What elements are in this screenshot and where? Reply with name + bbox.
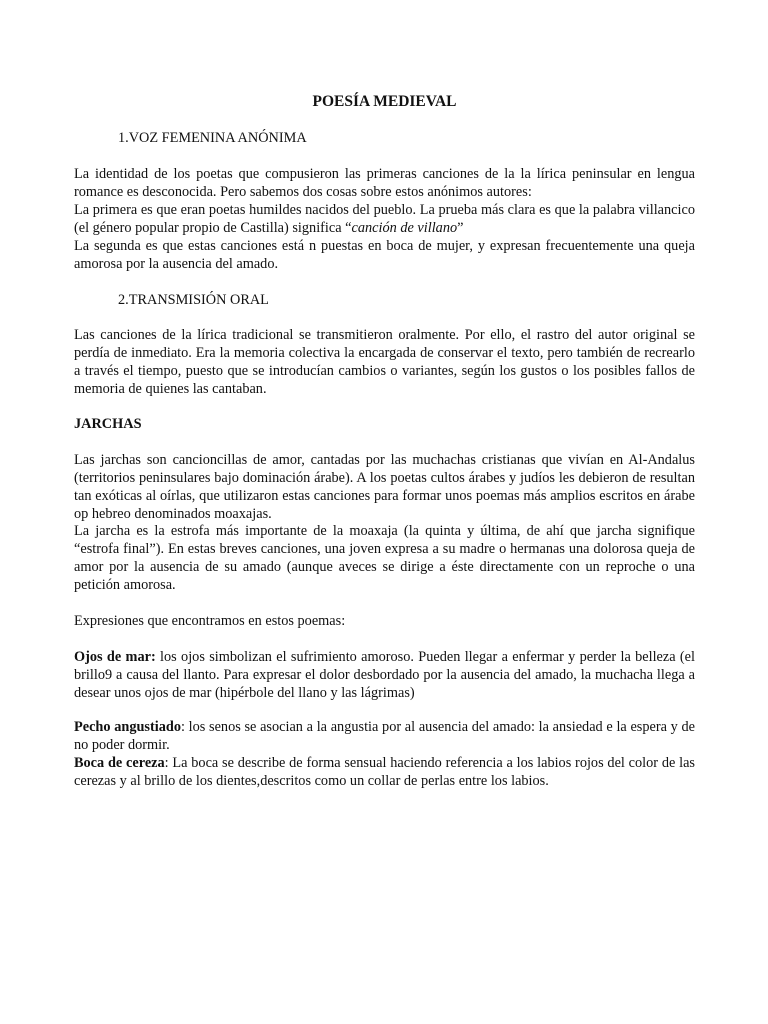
paragraph-primera-text: La primera es que eran poetas humildes nacidos del pueblo. La prueba más clara es que la palabra villancico (el género popular propio de Castilla) significa “ [74,202,695,236]
definition-boca-de-cereza: : La boca se describe de forma sensual haciendo referencia a los labios rojos del color de las cerezas y al brillo de los dientes,descritos como un collar de perlas entre los labios. [74,755,695,789]
paragraph-pecho-angustiado [74,718,695,754]
term-ojos-de-mar: Ojos de mar: [74,649,156,665]
paragraph-identidad: La identidad de los poetas que compusieron las primeras canciones de la la lírica peninsular en lengua romance es desconocida. Pero sabemos dos cosas sobre estos anónimos autores: [74,166,695,200]
paragraph-primera [74,201,695,237]
section-heading-jarchas: JARCHAS [74,416,142,432]
paragraph-boca-de-cereza [74,754,695,790]
paragraph-expresiones: Expresiones que encontramos en estos poemas: [74,613,346,629]
paragraph-jarcha-estrofa: La jarcha es la estrofa más importante de la moaxaja (la quinta y última, de ahí que jarcha signifique “estrofa final”). En estas breves canciones, una joven expresa a su madre o hermanas una dolorosa queja de amor por la ausencia de su amado (aunque aveces se dirige a éste directamente con un reproche o una petición amorosa. [74,523,695,593]
section-heading-voz-femenina: 1.VOZ FEMENINA ANÓNIMA [118,130,307,146]
document-page [74,0,695,1024]
definition-pecho-angustiado: : los senos se asocian a la angustia por al ausencia del amado: la ansiedad e la espera y de no poder dormir. [74,719,695,753]
paragraph-primera-close: ” [457,220,464,236]
paragraph-ojos-de-mar [74,648,695,702]
definition-ojos-de-mar: los ojos simbolizan el sufrimiento amoroso. Pueden llegar a enfermar y perder la belleza (el brillo9 a causa del llanto. Para expresar el dolor desbordado por la ausencia del amado, la muchacha llega a desear unos ojos de mar (hipérbole del llano y las lágrimas) [74,649,695,701]
page-title: POESÍA MEDIEVAL [312,93,457,110]
paragraph-segunda: La segunda es que estas canciones está n puestas en boca de mujer, y expresan frecuentemente una queja amorosa por la ausencia del amado. [74,238,695,272]
paragraph-jarchas-definicion: Las jarchas son cancioncillas de amor, cantadas por las muchachas cristianas que vivían en Al-Andalus (territorios peninsulares bajo dominación árabe). A los poetas cultos árabes y judíos les debieron de resultan tan exóticas al oírlas, que utilizaron estas canciones para formar unos poemas más amplios escritos en árabe op hebreo denominados moaxajas. [74,452,695,522]
paragraph-primera-italic: canción de villano [351,220,458,236]
term-pecho-angustiado: Pecho angustiado [74,719,181,735]
term-boca-de-cereza: Boca de cereza [74,755,165,771]
paragraph-canciones: Las canciones de la lírica tradicional se transmitieron oralmente. Por ello, el rastro del autor original se perdía de inmediato. Era la memoria colectiva la encargada de conservar el texto, pero también de recrearlo a través el tiempo, puesto que se introducían cambios o variantes, según los gustos o los posibles fallos de memoria de quienes las cantaban. [74,327,695,397]
section-heading-transmision-oral: 2.TRANSMISIÓN ORAL [118,292,269,308]
